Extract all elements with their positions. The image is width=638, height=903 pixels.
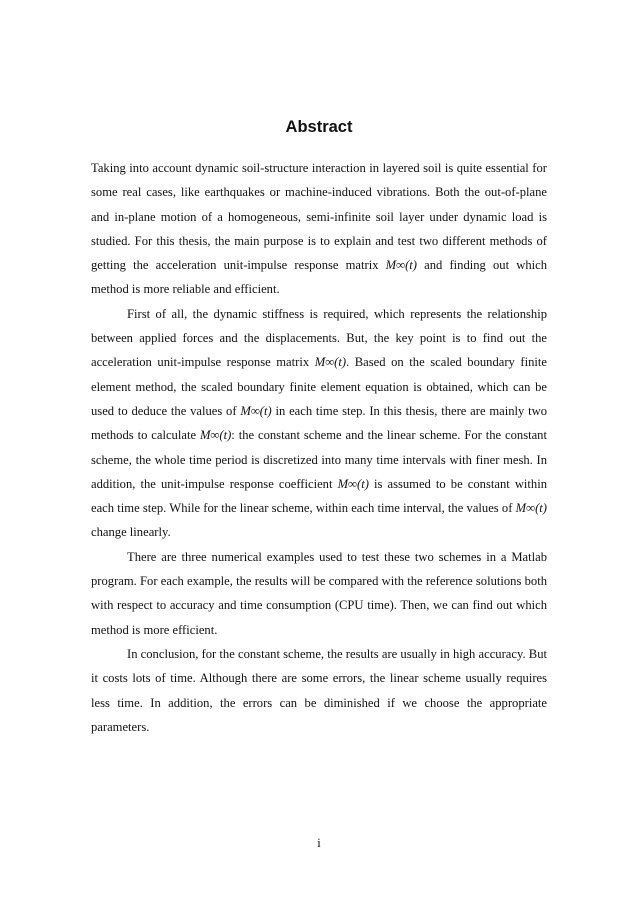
paragraph-4: [91, 642, 547, 739]
text-segment: in each time step. In this thesis, there are mainly two methods to calculate: [91, 403, 548, 443]
text-segment: and finding out which method is more reliable and efficient.: [91, 258, 547, 297]
text-segment: . Based on the scaled boundary finite element method, the scaled boundary finite element equation is obtained, which can be used to deduce the values of: [91, 355, 547, 418]
math-symbol: M∞(t): [240, 403, 272, 418]
math-symbol: M∞(t): [199, 428, 232, 443]
math-symbol: M∞(t): [385, 258, 417, 273]
math-symbol: M∞(t): [337, 476, 369, 491]
abstract-body: [91, 156, 547, 739]
text-segment: Taking into account dynamic soil-structure interaction in layered soil is quite essential for some real cases, like earthquakes or machine-induced vibrations. Both the out-of-plane and in-plane motion of a homogeneous, semi-infinite soil layer under dynamic load is studied. For this thesis, the main purpose is to explain and test two different methods of getting the acceleration unit-impulse response matrix: [91, 161, 547, 273]
text-segment: : the constant scheme and the linear scheme. For the constant scheme, the whole time period is discretized into many time intervals with finer mesh. In addition, the unit-impulse response coefficient: [91, 428, 547, 491]
paragraph-2: [91, 302, 547, 545]
abstract-title: Abstract: [285, 118, 353, 136]
text-segment: There are three numerical examples used to test these two schemes in a Matlab program. For each example, the results will be compared with the reference solutions both with respect to accuracy and time consumption (CPU time). Then, we can find out which method is more efficient.: [91, 549, 547, 637]
math-symbol: M∞(t): [314, 355, 347, 370]
paragraph-1: [91, 156, 547, 302]
page-number: i: [317, 836, 321, 850]
text-segment: is assumed to be constant within each time step. While for the linear scheme, within each time interval, the values of: [91, 476, 548, 516]
text-segment: change linearly.: [91, 525, 171, 540]
math-symbol: M∞(t): [515, 501, 547, 516]
paragraph-3: [91, 545, 547, 642]
text-segment: First of all, the dynamic stiffness is required, which represents the relationship between applied forces and the displacements. But, the key point is to find out the acceleration unit-impulse response matrix: [91, 306, 547, 370]
text-segment: In conclusion, for the constant scheme, the results are usually in high accuracy. But it costs lots of time. Although there are some errors, the linear scheme usually requires less time. In addition, the errors can be diminished if we choose the appropriate parameters.: [91, 646, 547, 734]
